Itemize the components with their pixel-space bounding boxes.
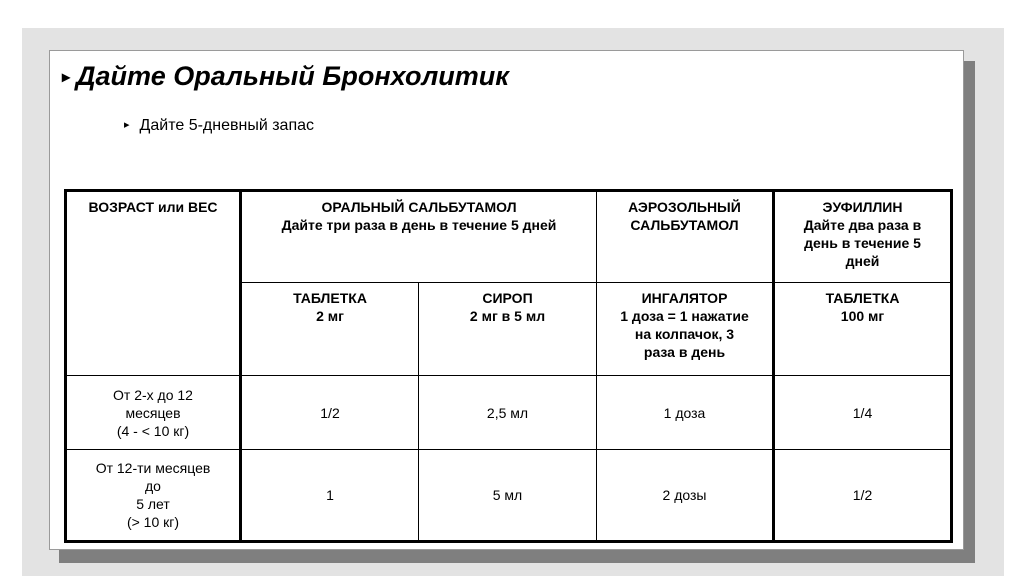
table-header-row: [66, 191, 952, 283]
syrup-dose-cell: 2,5 мл: [419, 376, 597, 450]
euphyllin-header: ЭУФИЛЛИН Дайте два раза в день в течение 5 дней: [774, 191, 952, 283]
tablet-header: ТАБЛЕТКА 2 мг: [241, 283, 419, 376]
syrup-header: СИРОП 2 мг в 5 мл: [419, 283, 597, 376]
inhaler-header: ИНГАЛЯТОР 1 доза = 1 нажатие на колпачок, 3 раза в день: [597, 283, 774, 376]
slide: [49, 50, 964, 550]
subtitle-bullet-icon: ▸: [124, 119, 130, 131]
title-bullet-icon: ▸: [62, 69, 71, 86]
euphyllin-dose-cell: 1/4: [774, 376, 952, 450]
dosage-table: [64, 189, 953, 543]
oral-salbutamol-header: ОРАЛЬНЫЙ САЛЬБУТАМОЛ Дайте три раза в день в течение 5 дней: [241, 191, 597, 283]
inhaler-dose-cell: 1 доза: [597, 376, 774, 450]
table-row: [66, 376, 952, 450]
slide-subtitle: [124, 117, 314, 135]
euphyllin-dose-cell: 1/2: [774, 450, 952, 542]
syrup-dose-cell: 5 мл: [419, 450, 597, 542]
euphyllin-tablet-header: ТАБЛЕТКА 100 мг: [774, 283, 952, 376]
slide-subtitle-text: Дайте 5-дневный запас: [139, 117, 315, 134]
slide-title: [62, 61, 509, 92]
age-cell: От 2-х до 12 месяцев (4 - < 10 кг): [66, 376, 241, 450]
tablet-dose-cell: 1: [241, 450, 419, 542]
inhaler-dose-cell: 2 дозы: [597, 450, 774, 542]
table-row: [66, 450, 952, 542]
slide-title-text: Дайте Оральный Бронхолитик: [76, 61, 509, 91]
age-cell: От 12-ти месяцев до 5 лет (> 10 кг): [66, 450, 241, 542]
age-header: ВОЗРАСТ или ВЕС: [66, 191, 241, 376]
aerosol-salbutamol-header: АЭРОЗОЛЬНЫЙ САЛЬБУТАМОЛ: [597, 191, 774, 283]
tablet-dose-cell: 1/2: [241, 376, 419, 450]
